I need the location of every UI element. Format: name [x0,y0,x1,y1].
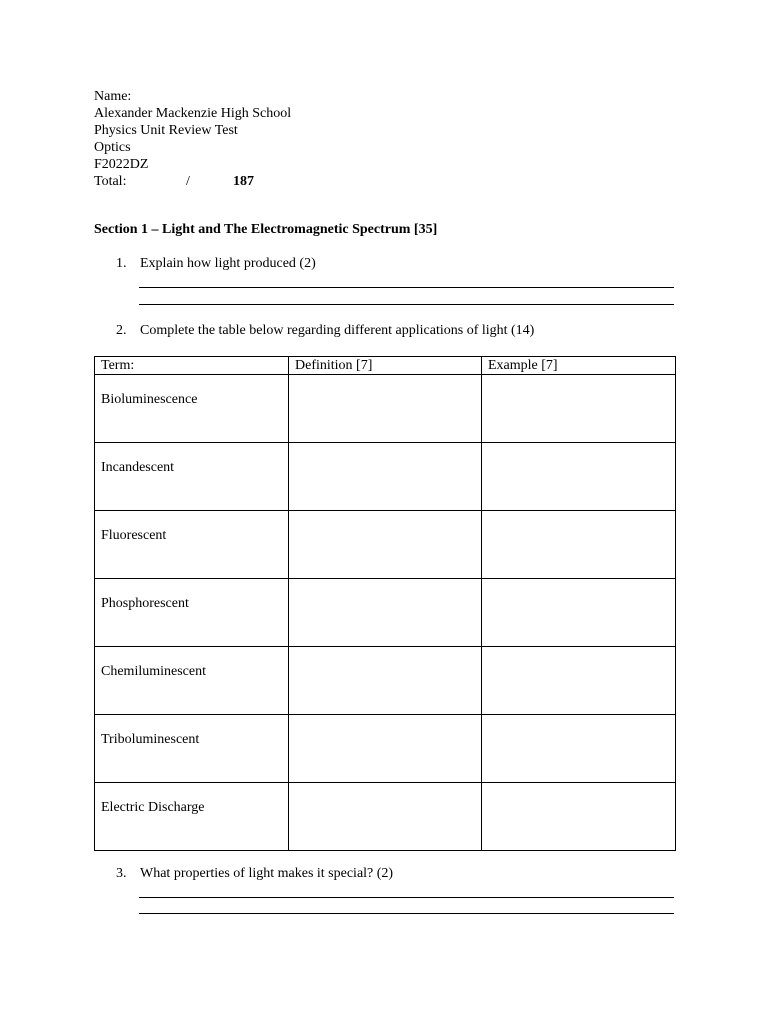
table-row [95,375,676,443]
definition-cell[interactable] [289,647,482,715]
question-text: Explain how light produced (2) [140,256,316,271]
example-cell[interactable] [482,647,676,715]
example-cell[interactable] [482,443,676,511]
answer-line[interactable] [139,287,674,288]
term-cell: Phosphorescent [95,579,289,647]
applications-table [94,356,676,851]
question-text: Complete the table below regarding different applications of light (14) [140,323,535,338]
column-header-example: Example [7] [482,357,676,375]
example-cell[interactable] [482,579,676,647]
table-header-row [95,357,676,375]
example-cell[interactable] [482,715,676,783]
definition-cell[interactable] [289,579,482,647]
term-cell: Bioluminescence [95,375,289,443]
test-header [94,88,294,190]
table-row [95,783,676,851]
unit-name: Optics [94,140,131,155]
question-number: 2. [116,323,127,338]
answer-line[interactable] [139,913,674,914]
answer-line[interactable] [139,897,674,898]
term-cell: Chemiluminescent [95,647,289,715]
definition-cell[interactable] [289,443,482,511]
table-row [95,647,676,715]
table-row [95,443,676,511]
term-cell: Electric Discharge [95,783,289,851]
example-cell[interactable] [482,511,676,579]
total-value: 187 [233,174,254,189]
example-cell[interactable] [482,375,676,443]
total-slash: / [186,174,190,189]
question-text: What properties of light makes it special? (2) [140,866,394,881]
definition-cell[interactable] [289,511,482,579]
total-label: Total: [94,174,127,189]
column-header-term: Term: [95,357,289,375]
question-number: 1. [116,256,127,271]
table-row [95,579,676,647]
definition-cell[interactable] [289,715,482,783]
example-cell[interactable] [482,783,676,851]
table-row [95,715,676,783]
section-title: Section 1 – Light and The Electromagnetic Spectrum [35] [94,222,438,237]
table-row [95,511,676,579]
definition-cell[interactable] [289,375,482,443]
term-cell: Triboluminescent [95,715,289,783]
total-line [94,173,294,190]
column-header-definition: Definition [7] [289,357,482,375]
school-name: Alexander Mackenzie High School [94,106,292,121]
term-cell: Fluorescent [95,511,289,579]
question-number: 3. [116,866,127,881]
test-title: Physics Unit Review Test [94,123,238,138]
course-code: F2022DZ [94,157,149,172]
answer-line[interactable] [139,304,674,305]
definition-cell[interactable] [289,783,482,851]
term-cell: Incandescent [95,443,289,511]
name-label: Name: [94,89,132,104]
